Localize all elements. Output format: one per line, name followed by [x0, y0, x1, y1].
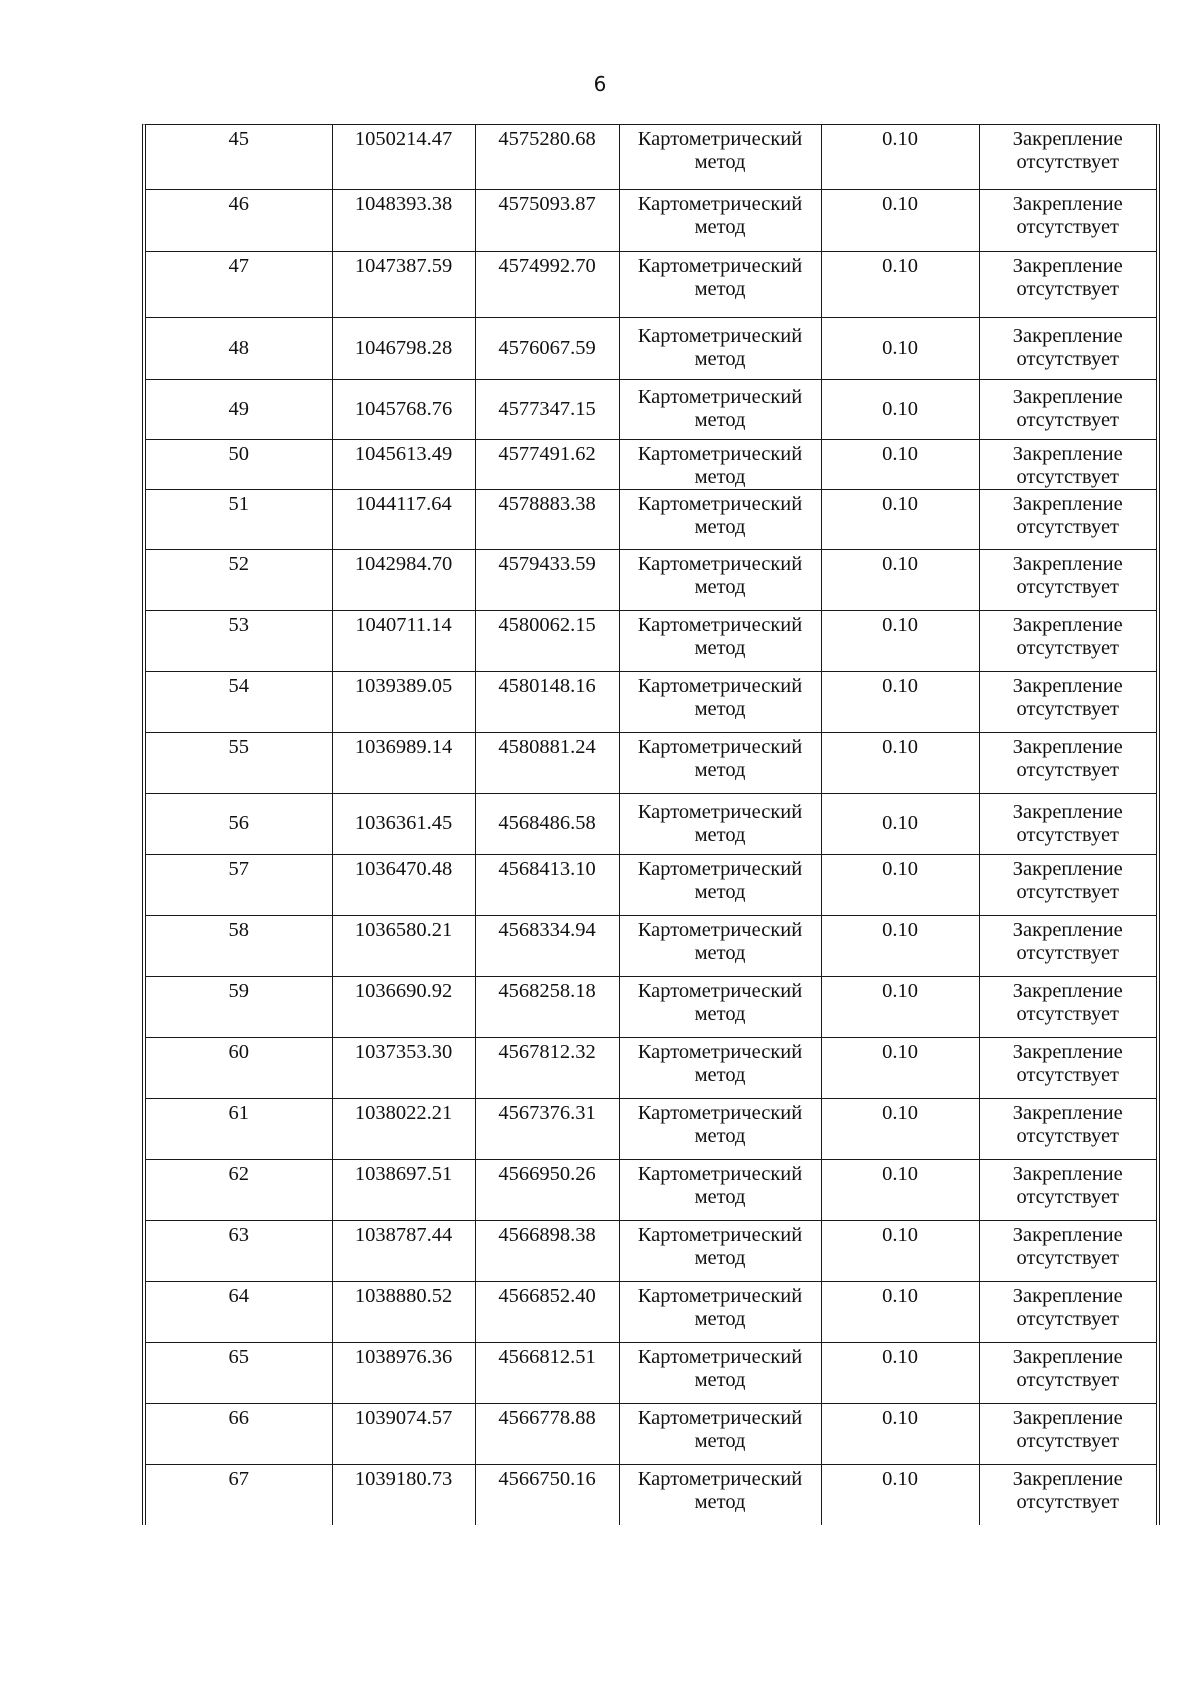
x-coordinate-cell: 1047387.59	[332, 251, 475, 317]
table-row	[146, 793, 1156, 854]
x-coordinate-cell: 1038880.52	[332, 1281, 475, 1342]
accuracy-cell: 0.10	[821, 1220, 979, 1281]
x-coordinate-cell: 1039074.57	[332, 1403, 475, 1464]
table-row	[146, 671, 1156, 732]
y-coordinate-cell: 4568334.94	[475, 915, 619, 976]
y-coordinate-cell: 4566852.40	[475, 1281, 619, 1342]
table-row	[146, 1281, 1156, 1342]
point-number-cell: 64	[146, 1281, 332, 1342]
table-row	[146, 251, 1156, 317]
table-row	[146, 1159, 1156, 1220]
page-number: 6	[593, 72, 607, 96]
fixing-description-cell: Закрепление отсутствует	[979, 793, 1156, 854]
table-row	[146, 854, 1156, 915]
point-number-cell: 55	[146, 732, 332, 793]
x-coordinate-cell: 1038022.21	[332, 1098, 475, 1159]
method-cell: Картометрический метод	[619, 1037, 821, 1098]
method-cell: Картометрический метод	[619, 1220, 821, 1281]
point-number-cell: 60	[146, 1037, 332, 1098]
accuracy-cell: 0.10	[821, 1403, 979, 1464]
method-cell: Картометрический метод	[619, 854, 821, 915]
accuracy-cell: 0.10	[821, 915, 979, 976]
accuracy-cell: 0.10	[821, 125, 979, 189]
point-number-cell: 46	[146, 189, 332, 251]
x-coordinate-cell: 1038697.51	[332, 1159, 475, 1220]
y-coordinate-cell: 4566778.88	[475, 1403, 619, 1464]
point-number-cell: 62	[146, 1159, 332, 1220]
fixing-description-cell: Закрепление отсутствует	[979, 317, 1156, 379]
fixing-description-cell: Закрепление отсутствует	[979, 1159, 1156, 1220]
method-cell: Картометрический метод	[619, 439, 821, 489]
accuracy-cell: 0.10	[821, 854, 979, 915]
coordinates-table-body	[146, 125, 1156, 1525]
fixing-description-cell: Закрепление отсутствует	[979, 732, 1156, 793]
y-coordinate-cell: 4578883.38	[475, 489, 619, 549]
accuracy-cell: 0.10	[821, 189, 979, 251]
fixing-description-cell: Закрепление отсутствует	[979, 1281, 1156, 1342]
y-coordinate-cell: 4566950.26	[475, 1159, 619, 1220]
y-coordinate-cell: 4568486.58	[475, 793, 619, 854]
method-cell: Картометрический метод	[619, 189, 821, 251]
x-coordinate-cell: 1044117.64	[332, 489, 475, 549]
y-coordinate-cell: 4566898.38	[475, 1220, 619, 1281]
y-coordinate-cell: 4576067.59	[475, 317, 619, 379]
point-number-cell: 59	[146, 976, 332, 1037]
method-cell: Картометрический метод	[619, 610, 821, 671]
accuracy-cell: 0.10	[821, 1098, 979, 1159]
table-row	[146, 1342, 1156, 1403]
x-coordinate-cell: 1036690.92	[332, 976, 475, 1037]
point-number-cell: 50	[146, 439, 332, 489]
table-row	[146, 125, 1156, 189]
fixing-description-cell: Закрепление отсутствует	[979, 671, 1156, 732]
method-cell: Картометрический метод	[619, 1403, 821, 1464]
y-coordinate-cell: 4580062.15	[475, 610, 619, 671]
table-row	[146, 549, 1156, 610]
point-number-cell: 48	[146, 317, 332, 379]
y-coordinate-cell: 4574992.70	[475, 251, 619, 317]
accuracy-cell: 0.10	[821, 1037, 979, 1098]
method-cell: Картометрический метод	[619, 915, 821, 976]
fixing-description-cell: Закрепление отсутствует	[979, 1220, 1156, 1281]
y-coordinate-cell: 4575280.68	[475, 125, 619, 189]
fixing-description-cell: Закрепление отсутствует	[1012, 1467, 1123, 1513]
fixing-description-cell: Закрепление отсутствует	[979, 549, 1156, 610]
y-coordinate-cell: 4580148.16	[475, 671, 619, 732]
point-number-cell: 67	[146, 1464, 332, 1525]
x-coordinate-cell: 1046798.28	[332, 317, 475, 379]
point-number-cell: 51	[146, 489, 332, 549]
x-coordinate-cell: 1045613.49	[332, 439, 475, 489]
accuracy-cell: 0.10	[821, 317, 979, 379]
method-cell: Картометрический метод	[619, 549, 821, 610]
point-number-cell: 49	[146, 379, 332, 439]
x-coordinate-cell: 1036989.14	[332, 732, 475, 793]
x-coordinate-cell: 1040711.14	[332, 610, 475, 671]
method-cell: Картометрический метод	[619, 489, 821, 549]
accuracy-cell: 0.10	[821, 671, 979, 732]
point-number-cell: 45	[146, 125, 332, 189]
x-coordinate-cell: 1037353.30	[332, 1037, 475, 1098]
point-number-cell: 47	[146, 251, 332, 317]
y-coordinate-cell: 4567376.31	[475, 1098, 619, 1159]
method-cell: Картометрический метод	[619, 125, 821, 189]
fixing-description-cell: Закрепление отсутствует	[979, 1342, 1156, 1403]
point-number-cell: 57	[146, 854, 332, 915]
x-coordinate-cell: 1050214.47	[332, 125, 475, 189]
x-coordinate-cell: 1045768.76	[332, 379, 475, 439]
accuracy-cell: 0.10	[821, 489, 979, 549]
method-cell: Картометрический метод	[619, 1098, 821, 1159]
method-cell: Картометрический метод	[619, 1342, 821, 1403]
point-number-cell: 61	[146, 1098, 332, 1159]
y-coordinate-cell: 4575093.87	[475, 189, 619, 251]
accuracy-cell: 0.10	[821, 251, 979, 317]
accuracy-cell: 0.10	[821, 1281, 979, 1342]
point-number-cell: 66	[146, 1403, 332, 1464]
table-row	[146, 976, 1156, 1037]
coordinates-table-frame	[142, 124, 1160, 1525]
y-coordinate-cell: 4577347.15	[475, 379, 619, 439]
fixing-description-cell: Закрепление отсутствует	[979, 439, 1156, 489]
method-cell: Картометрический метод	[619, 671, 821, 732]
table-row	[146, 610, 1156, 671]
point-number-cell: 54	[146, 671, 332, 732]
method-cell: Картометрический метод	[619, 793, 821, 854]
fixing-description-cell: Закрепление отсутствует	[979, 976, 1156, 1037]
method-cell: Картометрический метод	[619, 732, 821, 793]
fixing-description-cell: Закрепление отсутствует	[979, 251, 1156, 317]
table-row	[146, 489, 1156, 549]
accuracy-cell: 0.10	[821, 1464, 979, 1525]
fixing-description-cell: Закрепление отсутствует	[979, 379, 1156, 439]
method-cell: Картометрический метод	[619, 1281, 821, 1342]
coordinates-table	[146, 125, 1156, 1525]
x-coordinate-cell: 1038787.44	[332, 1220, 475, 1281]
x-coordinate-cell: 1042984.70	[332, 549, 475, 610]
table-row	[146, 1037, 1156, 1098]
y-coordinate-cell: 4568413.10	[475, 854, 619, 915]
method-cell: Картометрический метод	[619, 976, 821, 1037]
accuracy-cell: 0.10	[821, 793, 979, 854]
y-coordinate-cell: 4567812.32	[475, 1037, 619, 1098]
accuracy-cell: 0.10	[821, 379, 979, 439]
table-row	[146, 732, 1156, 793]
point-number-cell: 56	[146, 793, 332, 854]
fixing-description-cell: Закрепление отсутствует	[979, 125, 1156, 189]
x-coordinate-cell: 1039180.73	[332, 1464, 475, 1525]
x-coordinate-cell: 1048393.38	[332, 189, 475, 251]
x-coordinate-cell: 1036470.48	[332, 854, 475, 915]
table-row	[146, 1098, 1156, 1159]
method-cell: Картометрический метод	[619, 379, 821, 439]
point-number-cell: 53	[146, 610, 332, 671]
y-coordinate-cell: 4580881.24	[475, 732, 619, 793]
method-cell: Картометрический метод	[619, 317, 821, 379]
fixing-description-cell: Закрепление отсутствует	[979, 489, 1156, 549]
table-row	[146, 189, 1156, 251]
accuracy-cell: 0.10	[821, 1342, 979, 1403]
point-number-cell: 52	[146, 549, 332, 610]
table-row	[146, 379, 1156, 439]
fixing-description-cell: Закрепление отсутствует	[979, 1403, 1156, 1464]
fixing-description-cell: Закрепление отсутствует	[979, 189, 1156, 251]
accuracy-cell: 0.10	[821, 1159, 979, 1220]
method-cell: Картометрический метод	[619, 251, 821, 317]
accuracy-cell: 0.10	[821, 610, 979, 671]
fixing-description-cell: Закрепление отсутствует	[979, 854, 1156, 915]
accuracy-cell: 0.10	[821, 976, 979, 1037]
fixing-description-cell: Закрепление отсутствует	[979, 915, 1156, 976]
x-coordinate-cell: 1038976.36	[332, 1342, 475, 1403]
method-cell: Картометрический метод	[619, 1464, 821, 1525]
fixing-description-cell: Закрепление отсутствует	[979, 610, 1156, 671]
table-row	[146, 1403, 1156, 1464]
table-row	[146, 915, 1156, 976]
method-cell: Картометрический метод	[619, 1159, 821, 1220]
fixing-description-cell: Закрепление отсутствует	[979, 1098, 1156, 1159]
table-row	[146, 439, 1156, 489]
accuracy-cell: 0.10	[821, 439, 979, 489]
accuracy-cell: 0.10	[821, 732, 979, 793]
x-coordinate-cell: 1036580.21	[332, 915, 475, 976]
point-number-cell: 58	[146, 915, 332, 976]
accuracy-cell: 0.10	[821, 549, 979, 610]
y-coordinate-cell: 4577491.62	[475, 439, 619, 489]
table-row	[146, 1464, 1156, 1525]
point-number-cell: 63	[146, 1220, 332, 1281]
point-number-cell: 65	[146, 1342, 332, 1403]
x-coordinate-cell: 1036361.45	[332, 793, 475, 854]
table-row	[146, 317, 1156, 379]
y-coordinate-cell: 4566750.16	[475, 1464, 619, 1525]
y-coordinate-cell: 4566812.51	[475, 1342, 619, 1403]
y-coordinate-cell: 4579433.59	[475, 549, 619, 610]
y-coordinate-cell: 4568258.18	[475, 976, 619, 1037]
x-coordinate-cell: 1039389.05	[332, 671, 475, 732]
fixing-description-cell: Закрепление отсутствует	[979, 1037, 1156, 1098]
table-row	[146, 1220, 1156, 1281]
